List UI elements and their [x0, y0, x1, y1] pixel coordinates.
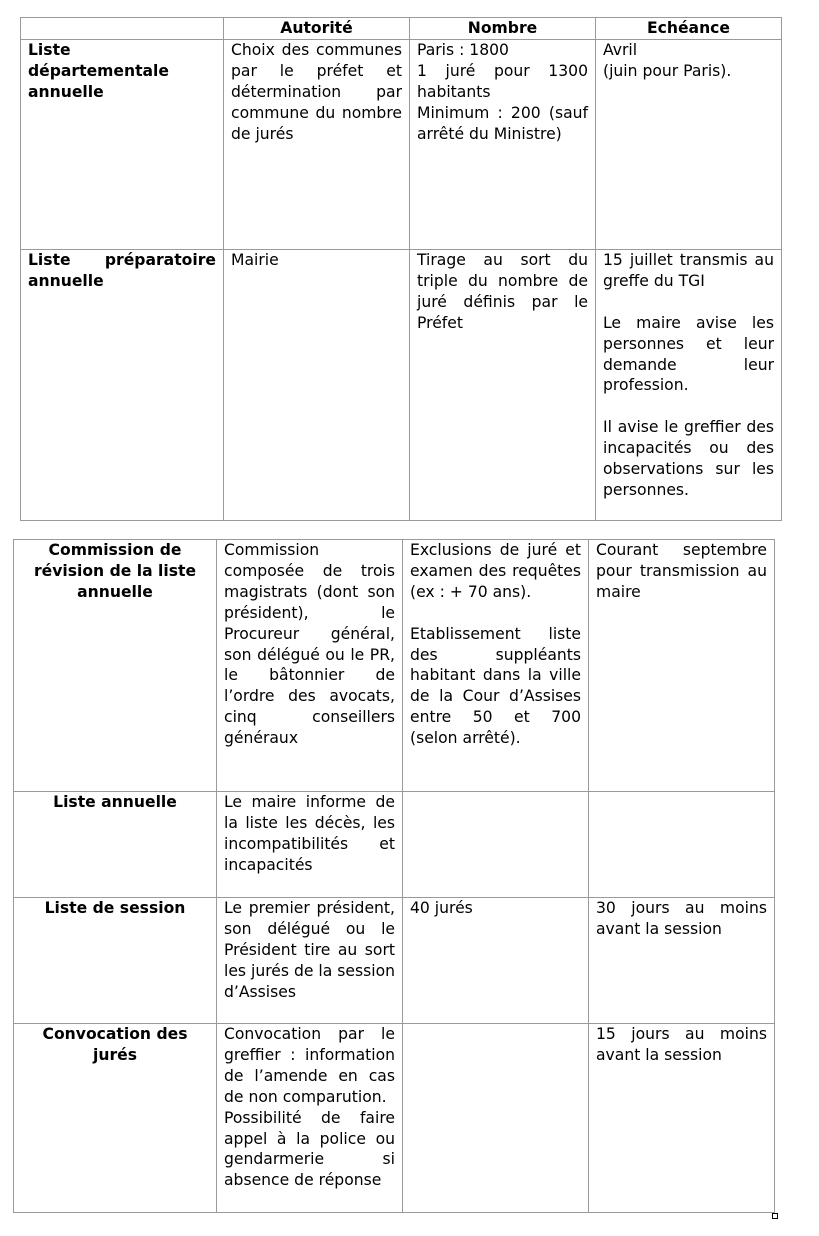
- table-resize-handle[interactable]: [772, 1213, 778, 1219]
- echeance-line: (juin pour Paris).: [603, 61, 732, 80]
- cell-echeance: 30 jours au moins avant la session: [589, 898, 775, 1024]
- cell-echeance: [596, 40, 782, 250]
- row-label: Convocation des jurés: [14, 1024, 217, 1213]
- cell-echeance: Courant septembre pour transmission au maire: [589, 540, 775, 792]
- cell-nombre: [403, 540, 589, 792]
- table-row: [21, 250, 782, 521]
- row-label: Liste de session: [14, 898, 217, 1024]
- echeance-paragraph: Il avise le greffier des incapacités ou des observations sur les personnes.: [603, 418, 774, 499]
- cell-autorite: Choix des communes par le préfet et détermination par commune du nombre de jurés: [224, 40, 410, 250]
- nombre-line: 1 juré pour 1300 habitants: [417, 61, 588, 101]
- cell-autorite: [217, 1024, 403, 1213]
- table-row: [14, 540, 775, 792]
- nombre-paragraph: Exclusions de juré et examen des requêtes (ex : + 70 ans).: [410, 541, 581, 601]
- autorite-paragraph: Convocation par le greffier : information de l’amende en cas de non comparution.: [224, 1025, 395, 1106]
- cell-echeance: 15 jours au moins avant la session: [589, 1024, 775, 1213]
- table-row: [14, 792, 775, 898]
- table-listes-initiales: [20, 17, 782, 521]
- cell-echeance: [596, 250, 782, 521]
- echeance-paragraph: 15 juillet transmis au greffe du TGI: [603, 251, 774, 290]
- cell-nombre: [403, 1024, 589, 1213]
- cell-echeance: [589, 792, 775, 898]
- row-label: Liste annuelle: [14, 792, 217, 898]
- row-label: Commission de révision de la liste annuelle: [14, 540, 217, 792]
- table-row: [14, 898, 775, 1024]
- cell-nombre: 40 jurés: [403, 898, 589, 1024]
- autorite-paragraph: Possibilité de faire appel à la police ou gendarmerie si absence de réponse: [224, 1108, 395, 1190]
- cell-nombre: [410, 40, 596, 250]
- cell-nombre: [403, 792, 589, 898]
- cell-autorite: Le premier président, son délégué ou le Président tire au sort les jurés de la session d’Assises: [217, 898, 403, 1024]
- row-label: Liste préparatoire annuelle: [21, 250, 224, 521]
- table-listes-session: [13, 539, 775, 1213]
- row-label: Liste départementale annuelle: [21, 40, 224, 250]
- cell-nombre: Tirage au sort du triple du nombre de juré définis par le Préfet: [410, 250, 596, 521]
- nombre-line: Paris : 1800: [417, 41, 509, 59]
- header-nombre: Nombre: [410, 18, 596, 40]
- table-row: [21, 40, 782, 250]
- cell-autorite: Mairie: [224, 250, 410, 521]
- cell-autorite: Le maire informe de la liste les décès, les incompatibilités et incapacités: [217, 792, 403, 898]
- nombre-paragraph: Etablissement liste des suppléants habitant dans la ville de la Cour d’Assises entre 50 et 700 (selon arrêté).: [410, 624, 581, 748]
- echeance-paragraph: Le maire avise les personnes et leur demande leur profession.: [603, 313, 774, 395]
- header-echeance: Echéance: [596, 18, 782, 40]
- echeance-line: Avril: [603, 41, 638, 59]
- nombre-line: Minimum : 200 (sauf arrêté du Ministre): [417, 103, 588, 143]
- table-header-row: [21, 18, 782, 40]
- header-autorite: Autorité: [224, 18, 410, 40]
- table-row: [14, 1024, 775, 1213]
- header-empty: [21, 18, 224, 40]
- cell-autorite: Commission composée de trois magistrats (dont son président), le Procureur général, son délégué ou le PR, le bâtonnier de l’ordre des avocats, cinq conseillers généraux: [217, 540, 403, 792]
